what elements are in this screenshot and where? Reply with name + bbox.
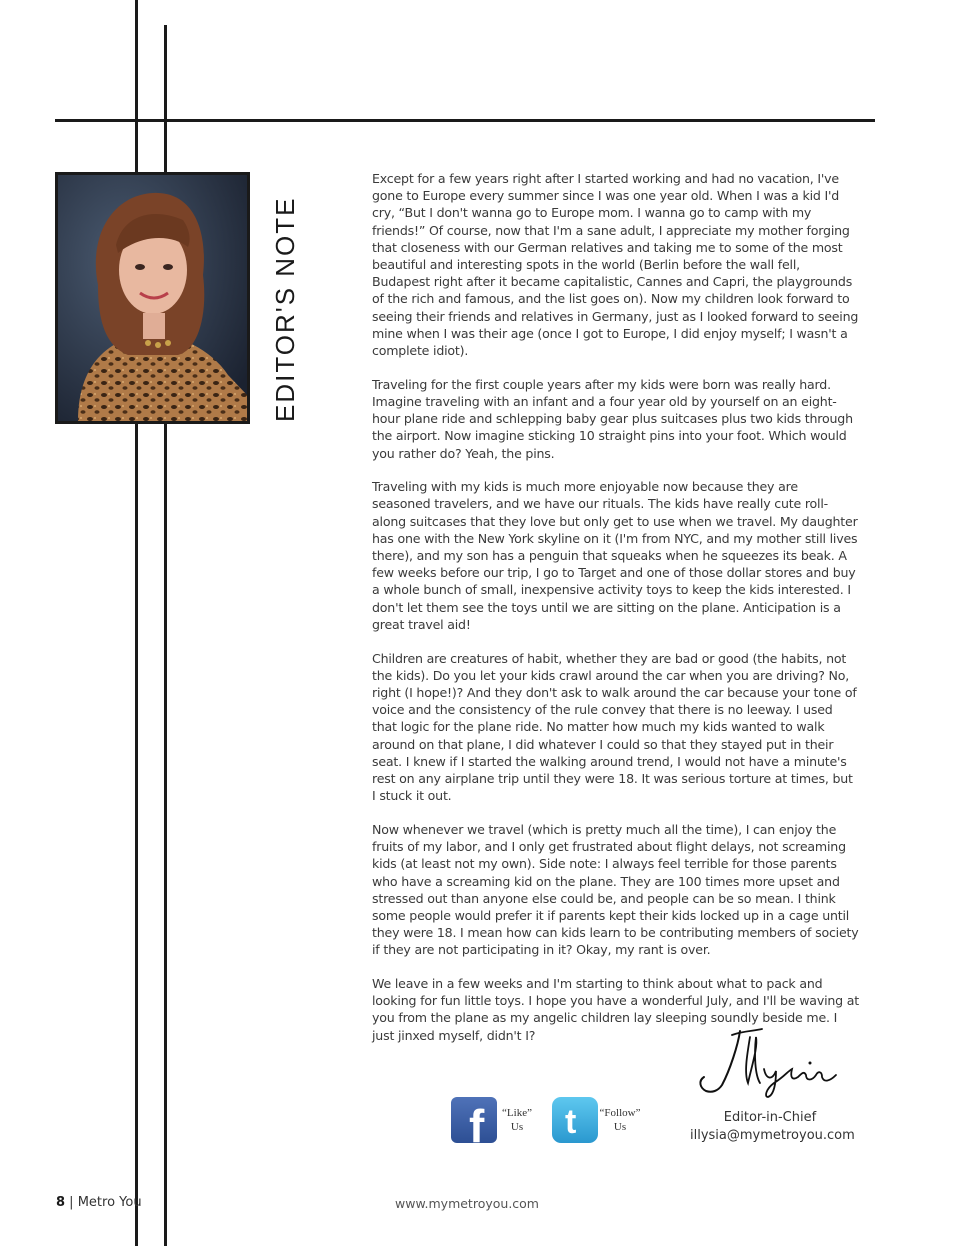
paragraph: Traveling for the first couple years after my kids were born was really hard. Imagine traveling with an infant and a four year old by yourself on an eight-hour plane ride and schlepping baby gear plus suitcases plus two kids through the airport. Now imagine sticking 10 straight pins into your foot. Which would you rather do? Yeah, the pins. [372, 376, 853, 461]
horizontal-rule-top [55, 119, 875, 122]
paragraph: Children are creatures of habit, whether they are bad or good (the habits, not the kids). Do you let your kids crawl around the car when you are driving? No, right (I hope!)? And they don't ask to walk around the car because your tone of voice and the consistency of the rule convey that there is no leeway. I used that logic for the plane ride. No matter how much my kids wanted to walk around on that plane, I did whatever I could so that they stayed put in their seat. I knew if I started the walking around trend, I would not have a minute's rest on any airplane trip until they were 18. It was serious torture at times, but I stuck it out. [372, 650, 857, 804]
facebook-like-label[interactable]: “Like” Us [502, 1107, 532, 1133]
twitter-follow-label[interactable]: “Follow” Us [599, 1107, 641, 1133]
website-link[interactable]: www.mymetroyou.com [395, 1196, 539, 1211]
twitter-icon[interactable]: t [552, 1097, 598, 1143]
section-title: EDITOR'S NOTE [270, 196, 300, 422]
editor-photo [55, 172, 250, 424]
editor-signature [692, 1025, 852, 1100]
page-number: 8 [56, 1195, 66, 1210]
page-footer [56, 1195, 142, 1210]
paragraph: Traveling with my kids is much more enjoyable now because they are seasoned travelers, and we have our rituals. The kids have really cute roll-along suitcases that they love but only get to use when we travel. My daughter has one with the New York skyline on it (I'm from NYC, and my mother still lives there), and my son has a penguin that squeaks when he squeezes its beak. A few weeks before our trip, I go to Target and one of those dollar stores and buy a whole bunch of small, inexpensive activity toys to keep the kids interested. I don't let them see the toys until we are sitting on the plane. Anticipation is a great travel aid! [372, 479, 858, 632]
paragraph: We leave in a few weeks and I'm starting to think about what to pack and looking for fun little toys. I hope you have a wonderful July, and I'll be waving at you from the plane as my angelic children lay sleeping soundly beside me. I just jinxed myself, didn't I? [372, 976, 860, 1043]
paragraph: Now whenever we travel (which is pretty much all the time), I can enjoy the fruits of my labor, and I only get frustrated about flight delays, not screaming kids (at least not my own). Side note: I always feel terrible for those parents who have a screaming kid on the plane. They are 100 times more upset and stressed out than anyone else could be, and people can be so mean. I think some people would prefer it if parents kept their kids locked up in a cage until they were 18. I mean how can kids learn to be contributing members of society if they are not participating in it? Okay, my rant is over. [372, 821, 859, 958]
paragraph: Except for a few years right after I started working and had no vacation, I've gone to Europe every summer since I was one year old. When I was a kid I'd cry, “But I don't wanna go to Europe mom. I wanna go to camp with my friends!” Of course, now that I'm a sane adult, I appreciate my mother forging that closeness with our German relatives and taking me to some of the most beautiful and interesting spots in the world (Berlin before the wall fell, Budapest right after it became capitalistic, Cannes and Capri, the playgrounds of the rich and famous, and the list goes on). Now my children look forward to seeing their friends and relatives in Germany, just as I looked forward to seeing mine when I was their age (once I got to Europe, I did enjoy myself; I wasn't a complete idiot). [372, 171, 859, 359]
article-body [372, 170, 860, 1060]
publication-name: Metro You [77, 1195, 142, 1210]
facebook-icon[interactable]: f [451, 1097, 497, 1143]
footer-separator: | [65, 1195, 78, 1210]
editor-email-link[interactable]: illysia@mymetroyou.com [690, 1128, 855, 1143]
editor-title: Editor-in-Chief [723, 1110, 817, 1125]
